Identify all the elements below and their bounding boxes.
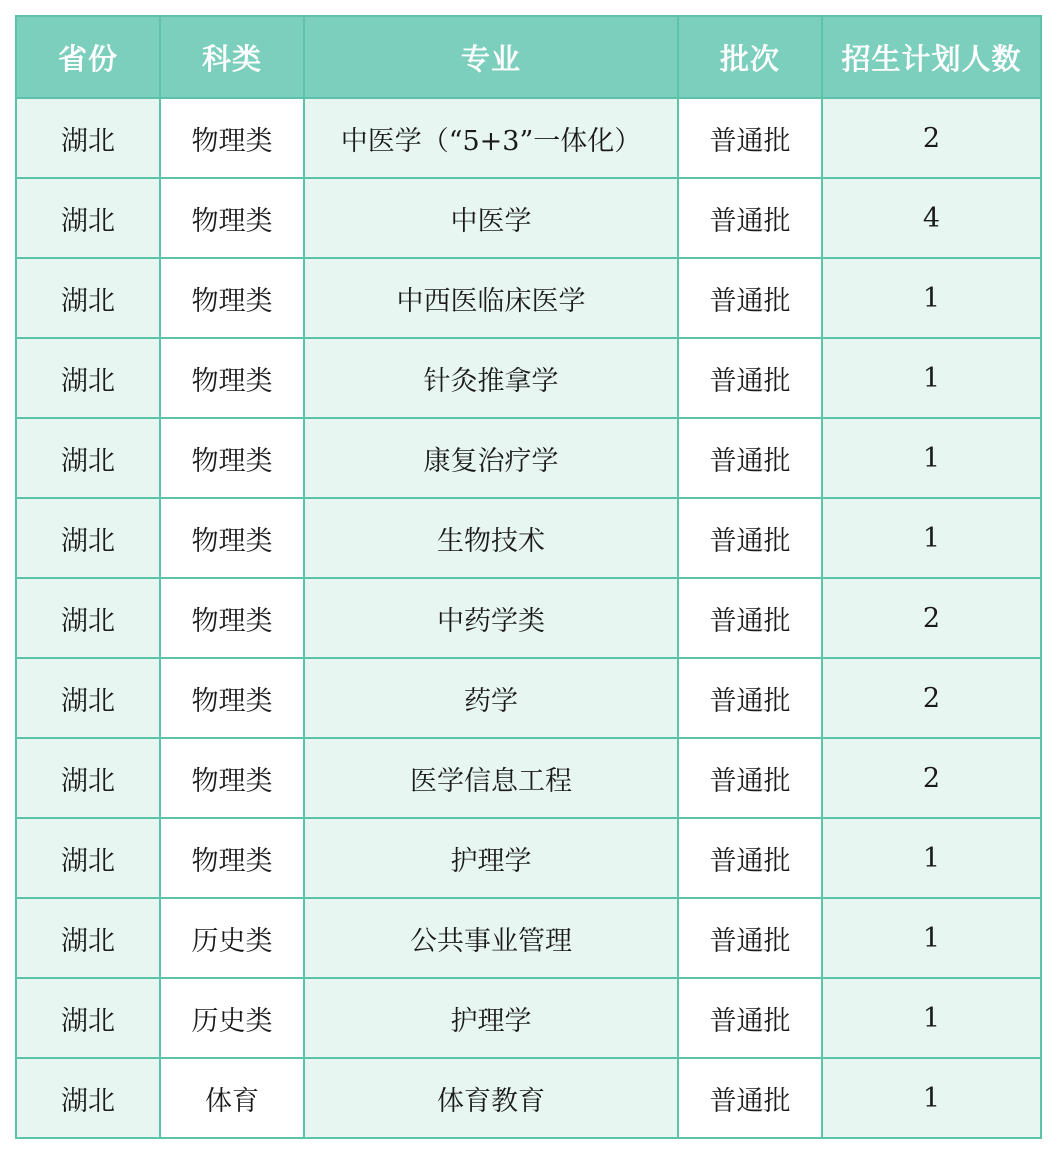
cell-subject-category: 物理类 [160,418,304,498]
cell-planned-count: 1 [822,898,1041,978]
cell-batch: 普通批 [678,898,822,978]
header-province: 省份 [16,16,160,98]
cell-batch: 普通批 [678,978,822,1058]
cell-subject-category: 物理类 [160,498,304,578]
cell-planned-count: 2 [822,738,1041,818]
cell-batch: 普通批 [678,818,822,898]
cell-major: 中西医临床医学 [304,258,678,338]
cell-province: 湖北 [16,1058,160,1138]
cell-planned-count: 1 [822,498,1041,578]
cell-planned-count: 1 [822,818,1041,898]
cell-major: 中医学（“5+3”一体化） [304,98,678,178]
cell-batch: 普通批 [678,1058,822,1138]
cell-province: 湖北 [16,498,160,578]
cell-subject-category: 物理类 [160,338,304,418]
cell-major: 药学 [304,658,678,738]
header-row [16,16,1041,98]
table-row [16,738,1041,818]
table-row [16,498,1041,578]
cell-planned-count: 1 [822,258,1041,338]
cell-major: 公共事业管理 [304,898,678,978]
table-row [16,658,1041,738]
cell-batch: 普通批 [678,498,822,578]
cell-subject-category: 物理类 [160,738,304,818]
cell-batch: 普通批 [678,98,822,178]
cell-batch: 普通批 [678,658,822,738]
cell-major: 中医学 [304,178,678,258]
cell-province: 湖北 [16,898,160,978]
cell-planned-count: 1 [822,418,1041,498]
cell-province: 湖北 [16,978,160,1058]
cell-batch: 普通批 [678,418,822,498]
header-major: 专业 [304,16,678,98]
cell-subject-category: 物理类 [160,818,304,898]
cell-province: 湖北 [16,658,160,738]
cell-planned-count: 2 [822,658,1041,738]
cell-subject-category: 体育 [160,1058,304,1138]
cell-subject-category: 历史类 [160,978,304,1058]
table-row [16,258,1041,338]
table-row [16,578,1041,658]
header-planned-count: 招生计划人数 [822,16,1041,98]
cell-subject-category: 历史类 [160,898,304,978]
cell-subject-category: 物理类 [160,258,304,338]
cell-major: 护理学 [304,978,678,1058]
table-row [16,1058,1041,1138]
cell-province: 湖北 [16,418,160,498]
cell-major: 生物技术 [304,498,678,578]
cell-province: 湖北 [16,818,160,898]
cell-major: 护理学 [304,818,678,898]
cell-subject-category: 物理类 [160,98,304,178]
table-body [16,98,1041,1138]
cell-major: 医学信息工程 [304,738,678,818]
enrollment-plan-table [15,15,1042,1139]
cell-major: 中药学类 [304,578,678,658]
table-row [16,338,1041,418]
cell-batch: 普通批 [678,258,822,338]
cell-subject-category: 物理类 [160,578,304,658]
cell-province: 湖北 [16,178,160,258]
table-header [16,16,1041,98]
table-row [16,898,1041,978]
cell-province: 湖北 [16,738,160,818]
cell-province: 湖北 [16,578,160,658]
cell-province: 湖北 [16,258,160,338]
cell-province: 湖北 [16,338,160,418]
cell-major: 针灸推拿学 [304,338,678,418]
cell-subject-category: 物理类 [160,178,304,258]
cell-batch: 普通批 [678,178,822,258]
cell-subject-category: 物理类 [160,658,304,738]
cell-major: 康复治疗学 [304,418,678,498]
cell-major: 体育教育 [304,1058,678,1138]
header-subject-category: 科类 [160,16,304,98]
cell-batch: 普通批 [678,578,822,658]
cell-province: 湖北 [16,98,160,178]
cell-planned-count: 2 [822,98,1041,178]
table-row [16,178,1041,258]
cell-batch: 普通批 [678,738,822,818]
table-row [16,818,1041,898]
cell-planned-count: 4 [822,178,1041,258]
cell-batch: 普通批 [678,338,822,418]
table-row [16,418,1041,498]
table-row [16,978,1041,1058]
cell-planned-count: 2 [822,578,1041,658]
cell-planned-count: 1 [822,978,1041,1058]
table-row [16,98,1041,178]
cell-planned-count: 1 [822,338,1041,418]
header-batch: 批次 [678,16,822,98]
cell-planned-count: 1 [822,1058,1041,1138]
